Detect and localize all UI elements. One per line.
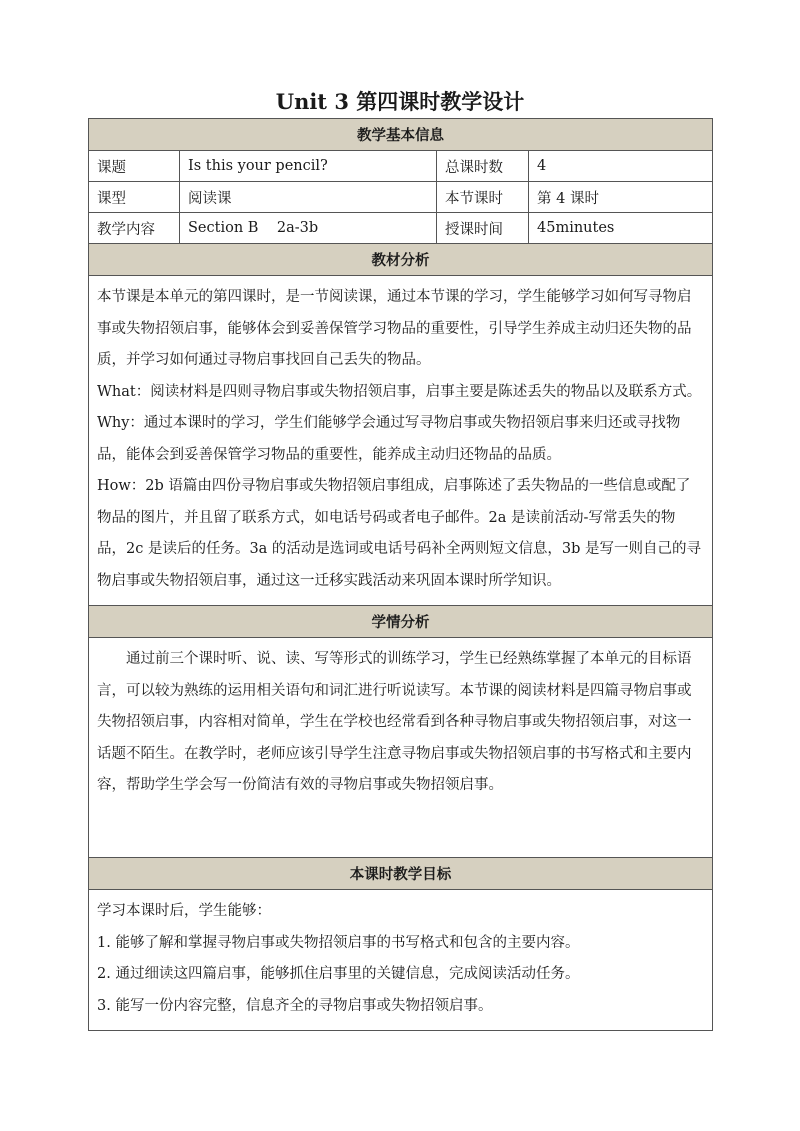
- row-value: Section B 2a-3b: [180, 213, 437, 244]
- row-label: 课型: [89, 182, 180, 213]
- paragraph: 通过前三个课时听、说、读、写等形式的训练学习，学生已经熟练掌握了本单元的目标语言，可以较为熟练的运用相关语句和词汇进行听说读写。本节课的阅读材料是四篇寻物启事或失物招领启事，内容相对简单，学生在学校也经常看到各种寻物启事或失物招领启事，对这一话题不陌生。在教学时，老师应该引导学生注意寻物启事或失物招领启事的书写格式和主要内容，帮助学生学会写一份简洁有效的寻物启事或失物招领启事。: [97, 651, 692, 793]
- basic-info-header: 教学基本信息: [89, 119, 713, 151]
- page-title: Unit 3 第四课时教学设计: [275, 89, 525, 114]
- row-value: 第 4 课时: [529, 182, 713, 213]
- material-analysis-header: 教材分析: [89, 244, 713, 276]
- lesson-plan-table: [88, 118, 713, 1031]
- row-value: 45minutes: [529, 213, 713, 244]
- table-row: [89, 151, 713, 182]
- table-row: [89, 213, 713, 244]
- goals-intro: 学习本课时后，学生能够：: [97, 903, 271, 919]
- row-value: 阅读课: [180, 182, 437, 213]
- material-analysis-body: [89, 276, 713, 606]
- row-label: 授课时间: [437, 213, 529, 244]
- paragraph: 本节课是本单元的第四课时，是一节阅读课，通过本节课的学习，学生能够学习如何写寻物启事或失物招领启事，能够体会到妥善保管学习物品的重要性，引导学生养成主动归还失物的品质，并学习如何通过寻物启事找回自己丢失的物品。: [97, 289, 692, 368]
- paragraph: Why：通过本课时的学习，学生们能够学会通过写寻物启事或失物招领启事来归还或寻找物品，能体会到妥善保管学习物品的重要性，能养成主动归还物品的品质。: [97, 415, 681, 463]
- row-label: 本节课时: [437, 182, 529, 213]
- row-value: Is this your pencil?: [180, 151, 437, 182]
- teaching-goals-body: [89, 890, 713, 1031]
- paragraph: How：2b 语篇由四份寻物启事或失物招领启事组成，启事陈述了丢失物品的一些信息或配了物品的图片，并且留了联系方式，如电话号码或者电子邮件。2a 是读前活动-写常丢失的物品，2c 是读后的任务。3a 的活动是选词或电话号码补全两则短文信息，3b 是写一则自己的寻物启事或失物招领启事，通过这一迁移实践活动来巩固本课时所学知识。: [97, 478, 702, 589]
- row-value: 4: [529, 151, 713, 182]
- goal-item: 2. 通过细读这四篇启事，能够抓住启事里的关键信息，完成阅读活动任务。: [97, 966, 580, 982]
- teaching-goals-header: 本课时教学目标: [89, 858, 713, 890]
- table-row: [89, 182, 713, 213]
- goal-item: 3. 能写一份内容完整，信息齐全的寻物启事或失物招领启事。: [97, 997, 493, 1014]
- student-analysis-body: [89, 638, 713, 858]
- goal-item: 1. 能够了解和掌握寻物启事或失物招领启事的书写格式和包含的主要内容。: [97, 934, 580, 951]
- row-label: 总课时数: [437, 151, 529, 182]
- student-analysis-header: 学情分析: [89, 606, 713, 638]
- row-label: 课题: [89, 151, 180, 182]
- row-label: 教学内容: [89, 213, 180, 244]
- paragraph: What：阅读材料是四则寻物启事或失物招领启事，启事主要是陈述丢失的物品以及联系方式。: [97, 383, 702, 400]
